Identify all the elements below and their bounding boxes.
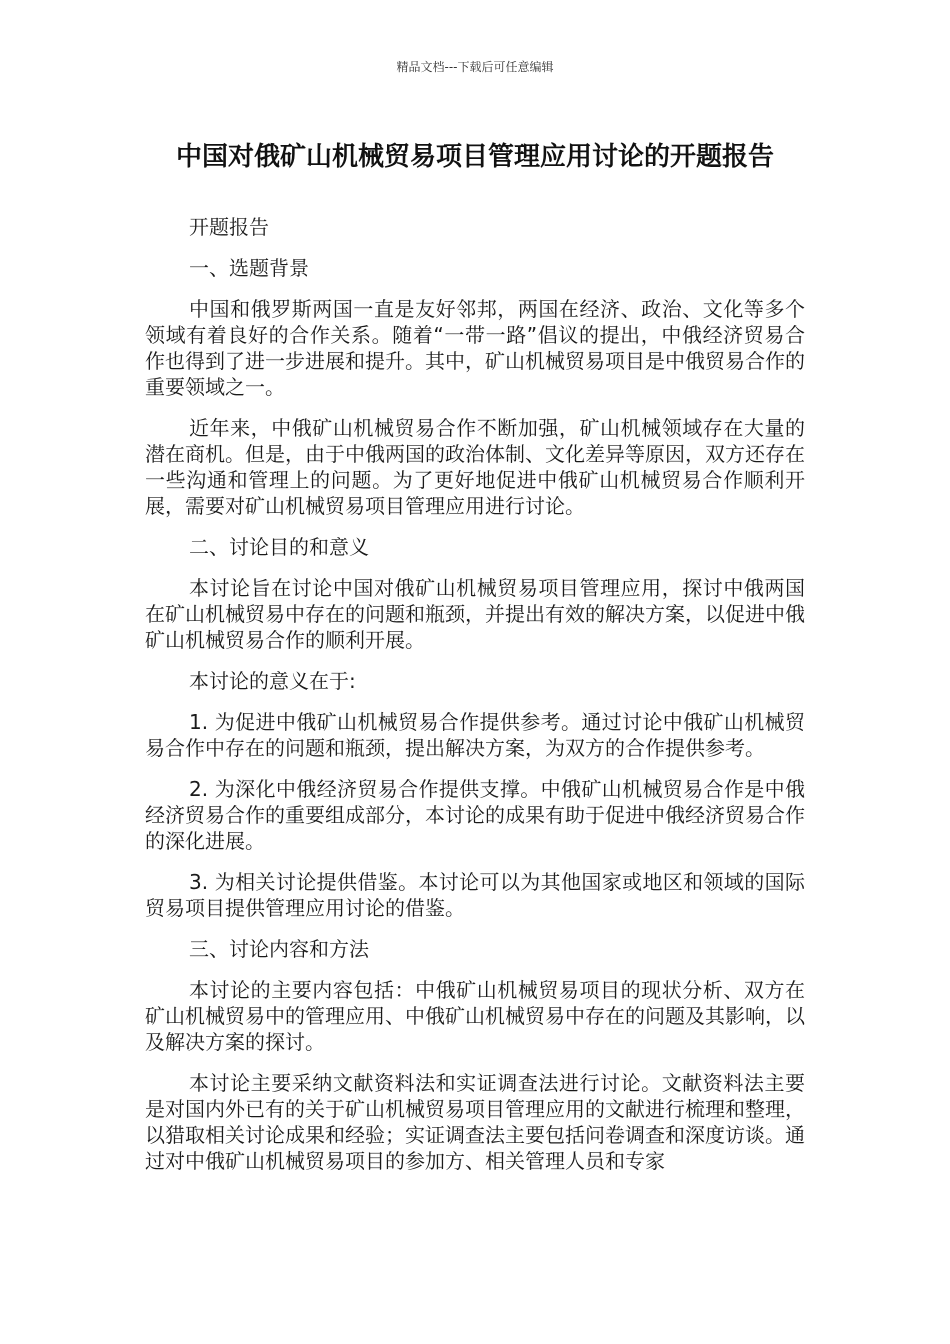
- section-heading-background: 一、选题背景: [189, 256, 309, 280]
- paragraph-background-2: 近年来，中俄矿山机械贸易合作不断加强，矿山机械领域存在大量的潜在商机。但是，由于中俄两国的政治体制、文化差异等原因，双方还存在一些沟通和管理上的问题。为了更好地促进中俄矿山机械贸易合作顺利开展，需要对矿山机械贸易项目管理应用进行讨论。: [145, 416, 805, 518]
- section-heading-purpose: 二、讨论目的和意义: [189, 535, 369, 559]
- paragraph-significance-intro: 本讨论的意义在于:: [189, 669, 356, 693]
- list-item-significance-1: 1. 为促进中俄矿山机械贸易合作提供参考。通过讨论中俄矿山机械贸易合作中存在的问题和瓶颈，提出解决方案，为双方的合作提供参考。: [145, 710, 805, 760]
- document-title: 中国对俄矿山机械贸易项目管理应用讨论的开题报告: [175, 142, 774, 172]
- section-heading-content-method: 三、讨论内容和方法: [189, 937, 369, 961]
- paragraph-purpose: 本讨论旨在讨论中国对俄矿山机械贸易项目管理应用，探讨中俄两国在矿山机械贸易中存在的问题和瓶颈，并提出有效的解决方案，以促进中俄矿山机械贸易合作的顺利开展。: [145, 576, 805, 652]
- report-label: 开题报告: [189, 215, 269, 239]
- paragraph-background-1: 中国和俄罗斯两国一直是友好邻邦，两国在经济、政治、文化等多个领域有着良好的合作关系。随着“一带一路”倡议的提出，中俄经济贸易合作也得到了进一步进展和提升。其中，矿山机械贸易项目是中俄贸易合作的重要领域之一。: [145, 297, 805, 399]
- paragraph-method: 本讨论主要采纳文献资料法和实证调查法进行讨论。文献资料法主要是对国内外已有的关于矿山机械贸易项目管理应用的文献进行梳理和整理，以猎取相关讨论成果和经验；实证调查法主要包括问卷调查和深度访谈。通过对中俄矿山机械贸易项目的参加方、相关管理人员和专家: [145, 1071, 805, 1173]
- list-item-significance-3: 3. 为相关讨论提供借鉴。本讨论可以为其他国家或地区和领域的国际贸易项目提供管理应用讨论的借鉴。: [145, 870, 805, 920]
- document-body: [145, 214, 805, 1189]
- list-item-significance-2: 2. 为深化中俄经济贸易合作提供支撑。中俄矿山机械贸易合作是中俄经济贸易合作的重要组成部分，本讨论的成果有助于促进中俄经济贸易合作的深化进展。: [145, 777, 805, 853]
- header-note: 精品文档---下载后可任意编辑: [396, 60, 554, 74]
- paragraph-content: 本讨论的主要内容包括：中俄矿山机械贸易项目的现状分析、双方在矿山机械贸易中的管理应用、中俄矿山机械贸易中存在的问题及其影响，以及解决方案的探讨。: [145, 978, 805, 1054]
